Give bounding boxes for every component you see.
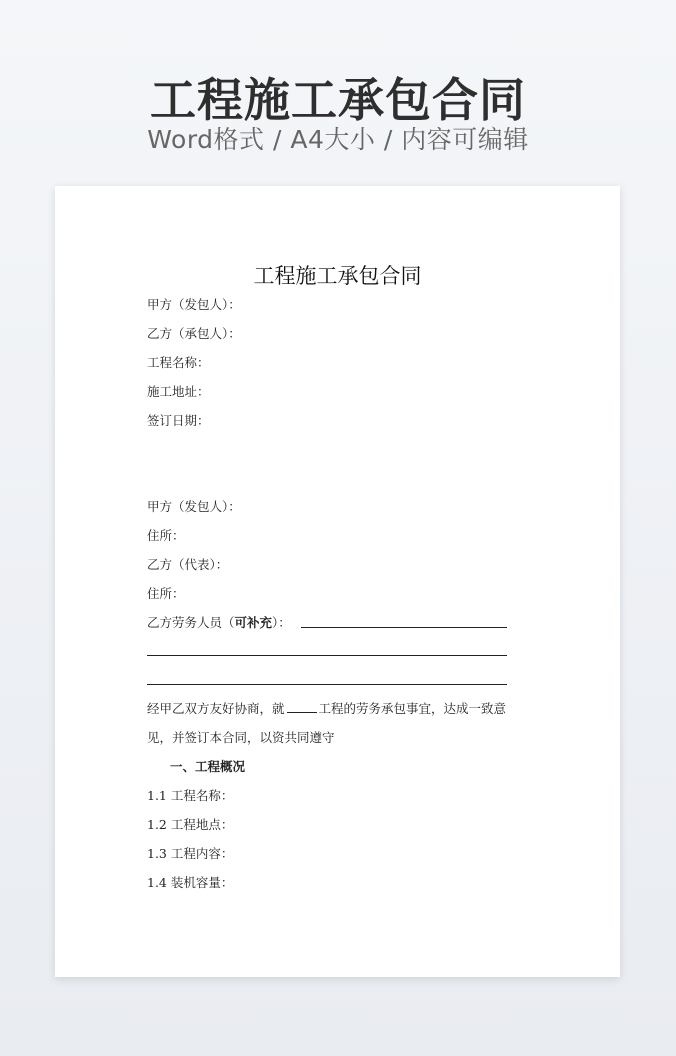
labor-label-bold: 可补充 xyxy=(234,615,273,630)
document-page xyxy=(55,186,620,977)
field-party-b: 乙方（承包人）： xyxy=(147,326,241,341)
field-site-address: 施工地址： xyxy=(147,384,210,399)
party-b-label: 乙方（代表）： xyxy=(147,557,229,572)
party-a-address: 住所： xyxy=(147,528,185,543)
project-name-blank[interactable] xyxy=(287,701,317,713)
field-party-a: 甲方（发包人）： xyxy=(147,297,241,312)
party-a-label: 甲方（发包人）： xyxy=(147,499,241,514)
labor-blank-line-2[interactable] xyxy=(147,655,507,656)
banner-title: 工程施工承包合同 xyxy=(150,73,526,127)
item-project-location: 1.2 工程地点： xyxy=(147,817,234,832)
agreement-paragraph-line-2: 见，并签订本合同，以资共同遵守 xyxy=(147,730,335,745)
item-project-content: 1.3 工程内容： xyxy=(147,846,234,861)
field-project-name: 工程名称： xyxy=(147,355,210,370)
document-title: 工程施工承包合同 xyxy=(253,264,422,288)
field-sign-date: 签订日期： xyxy=(147,413,210,428)
agreement-text-b: 工程的劳务承包事宜，达成一致意 xyxy=(318,701,507,716)
labor-blank-line-1[interactable] xyxy=(301,627,507,628)
labor-label xyxy=(147,613,291,631)
labor-label-prefix: 乙方劳务人员（ xyxy=(147,615,235,630)
item-installed-capacity: 1.4 装机容量： xyxy=(147,875,234,890)
agreement-paragraph-line-1 xyxy=(147,699,506,717)
banner-subtitle: Word格式 / A4大小 / 内容可编辑 xyxy=(147,125,529,154)
party-b-address: 住所： xyxy=(147,586,185,601)
labor-blank-line-3[interactable] xyxy=(147,684,507,685)
labor-label-suffix: ）： xyxy=(272,615,291,630)
section-heading: 一、工程概况 xyxy=(170,759,246,774)
agreement-text-a: 经甲乙双方友好协商，就 xyxy=(147,701,285,716)
item-project-name: 1.1 工程名称： xyxy=(147,788,234,803)
